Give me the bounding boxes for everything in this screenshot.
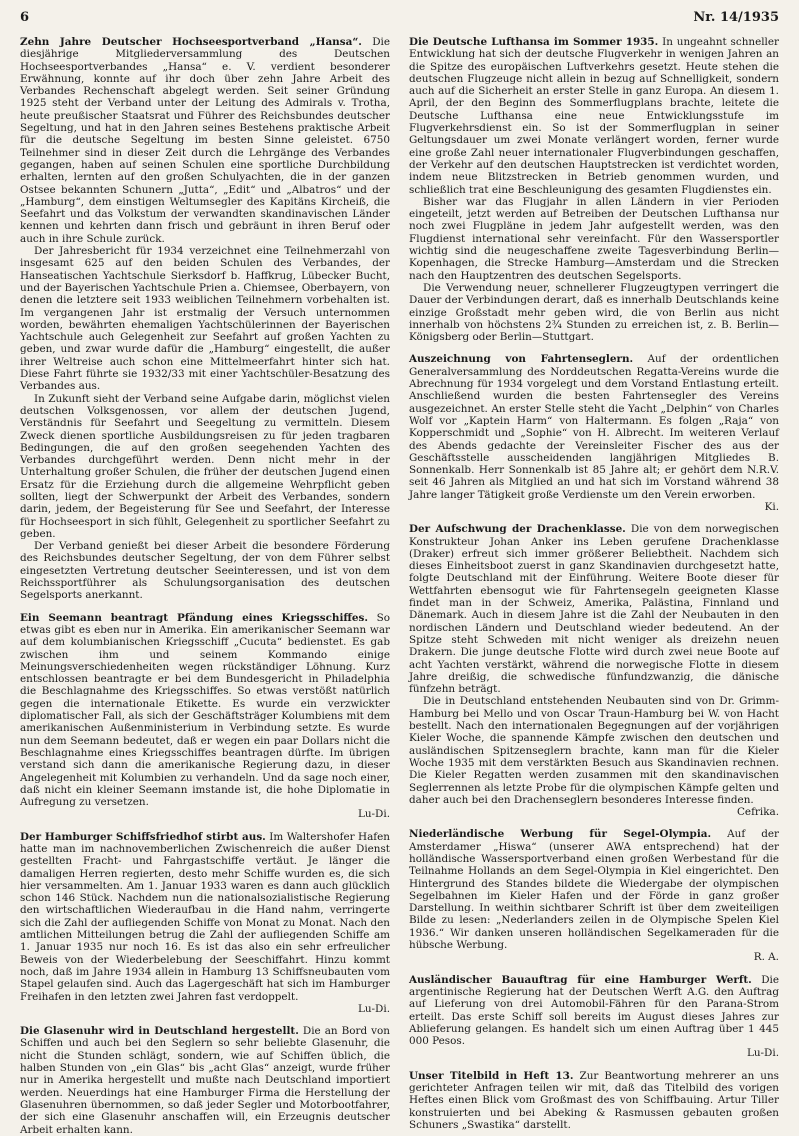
article-paragraph xyxy=(409,36,779,196)
article-title: Unser Titelbild in Heft 13. xyxy=(409,1069,574,1082)
article xyxy=(20,1025,390,1136)
paragraph-text: In Zukunft sieht der Verband seine Aufgabe darin, möglichst vielen deutschen Volksgenossen, vor allem der deutschen Jugend, Verständnis für Seefahrt und Seegeltung zu vermitteln. Diesem Zweck dienen sportliche Ausbildungsreisen zu für jeden tragbaren Bedingungen, die auf den großen seegehenden Yachten des Verbandes durchgeführt werden. Denn nicht mehr in der Unterhaltung großer Schulen, die früher der deutschen Jugend einen Ersatz für die Erziehung durch die allgemeine Wehrpflicht geben sollten, liegt der Schwerpunkt der Arbeit des Verbandes, sondern darin, jedem, der Begeisterung für See und Seefahrt, der Interesse für Hochseesport in sich fühlt, Gelegenheit zu sportlicher Seefahrt zu geben. xyxy=(20,392,390,540)
article xyxy=(20,36,390,602)
paragraph-text: Die argentinische Regierung hat der Deutschen Werft A.G. den Auftrag auf Lieferung von drei Automobil-Fähren für den Parana-Strom erteilt. Das erste Schiff soll bereits im August dieses Jahres zur Ablieferung gelangen. Es handelt sich um einen Auftrag über 1 445 000 Pesos. xyxy=(409,973,779,1048)
article-signature: R. A. xyxy=(753,951,779,964)
article-paragraph xyxy=(20,36,390,245)
article-paragraph xyxy=(409,523,779,695)
article-signature: Lu-Di. xyxy=(746,1047,779,1060)
paragraph-text: Die an Bord von Schiffen und auch bei den Seglern so sehr beliebte Glasenuhr, die nicht die Stunden schlägt, sondern, wie auf Schiffen üblich, die halben Stunden von „ein Glas“ bis „acht Glas“ anzeigt, wurde früher nur in Amerika hergestellt und mußte nach Deutschland importiert werden. Neuerdings hat eine Hamburger Firma die Herstellung der Glasenuhren übernommen, so daß jeder Segler und Motorbootfahrer, der sich eine Glasenuhr anschaffen will, ein Erzeugnis deutscher Arbeit erhalten kann. xyxy=(20,1025,390,1136)
article-paragraph xyxy=(409,353,779,501)
article-title: Ausländischer Bauauftrag für eine Hamburger Werft. xyxy=(409,973,752,986)
article-title: Niederländische Werbung für Segel-Olympia. xyxy=(409,828,712,841)
paragraph-text: Die von dem norwegischen Konstrukteur Johan Anker ins Leben gerufene Drachenklasse (Draker) erfreut sich immer größerer Beliebtheit. Nachdem sich dieses Einheitsboot zuerst in ganz Skandinavien durchgesetzt hatte, folgte Deutschland mit der Einführung. Weitere Boote dieser für Wettfahrten ebensogut wie für Fahrtensegeln geeigneten Klasse findet man in der Schweiz, Amerika, Palästina, Finnland und Dänemark. Auch in diesem Jahre ist die Zahl der Neubauten in den nordischen Ländern und Deutschland wieder bedeutend. An der Spitze steht Schweden mit nicht weniger als dreizehn neuen Drakern. Die junge deutsche Flotte wird durch zwei neue Boote auf acht Yachten verstärkt, während die norwegische Flotte in diesem Jahre dreißig, die schwedische fünfundzwanzig, die dänische fünfzehn beträgt. xyxy=(409,523,779,696)
article xyxy=(409,353,779,513)
page-number: 6 xyxy=(20,10,30,25)
article-paragraph xyxy=(20,540,390,601)
article-paragraph xyxy=(409,828,779,951)
paragraph-text: Die diesjährige Mitgliederversammlung des Deutschen Hochseesportverbandes „Hansa“ e. V. verdient besonderer Erwähnung, konnte auf ihr doch über zehn Jahre Arbeit des Verbandes Rechenschaft abgelegt werden. Seit seiner Gründung 1925 steht der Verband unter der Leitung des Admirals v. Trotha, heute preußischer Staatsrat und Führer des Reichsbundes deutscher Segeltung, und hat in den Jahren seines Bestehens praktische Arbeit für die deutsche Segeltung im besten Sinne geleistet. 6750 Teilnehmer sind in dieser Zeit durch die Lehrgänge des Verbandes gegangen, haben auf seinen Schulen eine sportliche Durchbildung erhalten, lernten auf den großen Schulyachten, die in der ganzen Ostsee bekannten Schunern „Jutta“, „Edit“ und „Albatros“ und der „Hamburg“, dem einstigen Weltumsegler des Kapitäns Kircheiß, die Seefahrt und das Volkstum der verwandten skandinavischen Länder kennen und kehrten dann frisch und gebräunt in ihren Beruf oder auch in ihre Schule zurück. xyxy=(20,36,390,245)
issue-number: Nr. 14/1935 xyxy=(693,10,779,25)
paragraph-text: So etwas gibt es eben nur in Amerika. Ein amerikanischer Seemann war auf dem kolumbianischen Kriegsschiff „Cucuta“ bedienstet. Es gab zwischen ihm und seinem Kommando einige Meinungsverschiedenheiten wegen rückständiger Löhnung. Kurz entschlossen beantragte er bei dem Bundesgericht in Philadelphia die Beschlagnahme des Kriegsschiffes. So etwas verstößt natürlich gegen die internationale Etikette. Es wurde ein verzwickter diplomatischer Fall, als sich der Geschäftsträger Kolumbiens mit dem amerikanischen Außenministerium in Verbindung setzte. Es wurde nun dem Seemann bedeutet, daß er wegen ein paar Dollars nicht die Beschlagnahme eines Kriegsschiffes beantragen dürfte. Im übrigen verstand sich dann die amerikanische Regierung dazu, in dieser Angelegenheit mit Kolumbien zu verhandeln. Und da sage noch einer, daß nicht ein kleiner Seemann imstande ist, die hohe Diplomatie in Aufregung zu versetzen. xyxy=(20,611,390,809)
paragraph-text: Bisher war das Flugjahr in allen Ländern in vier Perioden eingeteilt, jetzt werden auf Betreiben der Deutschen Lufthansa nur noch zwei Flugpläne in jedem Jahr aufgestellt werden, was den Flugdienst international sehr vereinfacht. Für den Wassersportler wichtig sind die neugeschaffene zweite Tagesverbindung Berlin—Kopenhagen, die Strecke Hamburg—Amsterdam und die Strecken nach den Hauptzentren des deutschen Segelsports. xyxy=(409,195,779,282)
paragraph-text: Der Jahresbericht für 1934 verzeichnet eine Teilnehmerzahl von insgesamt 625 auf den beiden Schulen des Verbandes, der Hanseatischen Yachtschule Sierksdorf b. Haffkrug, Lübecker Bucht, und der Bayerischen Yachtschule Prien a. Chiemsee, Oberbayern, von denen die letztere seit 1933 weiblichen Teilnehmern vorbehalten ist. Im vergangenen Jahr ist erstmalig der Versuch unternommen worden, bewährten ehemaligen Yachtschülerinnen der Bayerischen Yachtschule auch Gelegenheit zur Seefahrt auf großen Yachten zu geben, und zwar wurde dafür die „Hamburg“ eingestellt, die außer ihrer Weltreise auch schon eine Mittelmeerfahrt hinter sich hat. Diese Fahrt führte sie 1932/33 mit einer Yachtschüler-Besatzung des Verbandes aus. xyxy=(20,245,390,393)
article-signature: Cefrika. xyxy=(736,806,779,819)
article xyxy=(409,36,779,343)
paragraph-text: Zur Beantwortung mehrerer an uns gerichteter Anfragen teilen wir mit, daß das Titelbild des vorigen Heftes einen Blick vom Großmast des von Schiffbauing. Artur Tiller konstruierten und bei Abeking & Rasmussen gebauten großen Schuners „Swastika“ darstellt. xyxy=(409,1069,779,1131)
article-title: Die Glasenuhr wird in Deutschland hergestellt. xyxy=(20,1025,299,1038)
article-title: Ein Seemann beantragt Pfändung eines Kriegsschiffes. xyxy=(20,611,369,624)
article-signature: Ki. xyxy=(764,500,779,513)
article-title: Die Deutsche Lufthansa im Sommer 1935. xyxy=(409,36,659,48)
paragraph-text: Im Waltershofer Hafen hatte man im nachnovemberlichen Zwischenreich die außer Dienst gestellten Fracht- und Fahrgastschiffe vertäut. Je länger die damaligen Herren regierten, desto mehr Schiffe wurden es, die sich hier versammelten. Am 1. Januar 1933 waren es dann auch glücklich schon 146 Stück. Nachdem nun die nationalsozialistische Regierung den wirtschaftlichen Wiederaufbau in die Hand nahm, verringerte sich die Zahl der aufliegenden Schiffe von Monat zu Monat. Nach den amtlichen Mitteilungen betrug die Zahl der aufliegenden Schiffe am 1. Januar 1935 nur noch 16. Es ist das also ein sehr erfreulicher Beweis von der Wiederbelebung der Seeschiffahrt. Hinzu kommt noch, daß im Jahre 1934 allein in Hamburg 13 Schiffsneubauten vom Stapel gelaufen sind. Auch das Lagergeschäft hat sich im Hamburger Freihafen in den letzten zwei Jahren fast verdoppelt. xyxy=(20,830,390,1003)
article-paragraph xyxy=(409,974,779,1048)
article xyxy=(409,523,779,818)
article-title: Zehn Jahre Deutscher Hochseesportverband „Hansa“. xyxy=(20,36,362,48)
article-paragraph xyxy=(20,831,390,1003)
article-paragraph xyxy=(20,245,390,393)
left-column xyxy=(20,36,390,1136)
article-title: Der Aufschwung der Drachenklasse. xyxy=(409,523,626,536)
article xyxy=(409,1070,779,1131)
article-title: Der Hamburger Schiffsfriedhof stirbt aus. xyxy=(20,830,266,843)
paragraph-text: Auf der ordentlichen Generalversammlung des Norddeutschen Regatta-Vereins wurde die Abrechnung für 1934 vorgelegt und dem Vorstand Entlastung erteilt. Anschließend wurden die besten Fahrtensegler des Vereins ausgezeichnet. An erster Stelle steht die Yacht „Delphin“ von Charles Wolf vor „Kaptein Harm“ von Haltermann. Es folgen „Raja“ von Kopperschmidt und „Sophie“ von H. Albrecht. Im weiteren Verlauf des Abends gedachte der Vereinsleiter Fischer des aus der Geschäftsstelle ausscheidenden langjährigen Mitgliedes B. Sonnenkalb. Herr Sonnenkalb ist 85 Jahre alt; er gehört dem N.R.V. seit 46 Jahren als Mitglied an und hat sich im Vorstand während 38 Jahre langer Tätigkeit große Verdienste um den Verein erworben. xyxy=(409,353,779,501)
article-paragraph xyxy=(20,612,390,809)
paragraph-text: Auf der Amsterdamer „Hiswa“ (unserer AWA entsprechend) hat der holländische Wassersportverband einen großen Werbestand für die Teilnahme Hollands an dem Segel-Olympia in Kiel eingerichtet. Den Hintergrund des Standes bildete die Wiedergabe der olympischen Segelbahnen im Kieler Hafen und der Förde in ganz großer Darstellung. In weithin sichtbarer Schrift ist über dem zweiteiligen Bilde zu lesen: „Nederlanders zeilen in de Olympische Spelen Kiel 1936.“ Wir danken unseren holländischen Segelkameraden für die hübsche Werbung. xyxy=(409,828,779,952)
article-title: Auszeichnung von Fahrtenseglern. xyxy=(409,353,634,366)
right-column xyxy=(409,36,779,1131)
paragraph-text: Der Verband genießt bei dieser Arbeit die besondere Förderung des Reichsbundes deutscher Segeltung, der von dem Führer selbst eingesetzten Vertretung deutscher Seeinteressen, und ist von dem Reichssportführer als Schulungsorganisation des deutschen Segelsports anerkannt. xyxy=(20,540,390,602)
paragraph-text: Die in Deutschland entstehenden Neubauten sind von Dr. Grimm-Hamburg bei Mello und von Oscar Traun-Hamburg bei W. von Hacht bestellt. Nach den internationalen Begegnungen auf der vorjährigen Kieler Woche, die spannende Kämpfe zwischen den deutschen und ausländischen Spitzenseglern brachte, kann man für die Kieler Woche 1935 mit dem verstärkten Besuch aus Skandinavien rechnen. Die Kieler Regatten werden zusammen mit den skandinavischen Seglerrennen als letzte Probe für die olympischen Kämpfe gelten und daher auch bei den Drachenseglern besonderes Interesse finden. xyxy=(409,695,779,806)
article xyxy=(409,974,779,1060)
article-signature: Lu-Di. xyxy=(357,1002,390,1015)
article xyxy=(409,828,779,963)
article-paragraph xyxy=(409,196,779,282)
article-signature: Lu-Di. xyxy=(357,808,390,821)
article-paragraph xyxy=(409,695,779,806)
article-paragraph xyxy=(409,1070,779,1131)
paragraph-text: In ungeahnt schneller Entwicklung hat sich der deutsche Flugverkehr in wenigen Jahren an die Spitze des europäischen Luftverkehrs gesetzt. Heute stehen die deutschen Flugzeuge nicht allein in bezug auf Schnelligkeit, sondern auch auf die Sicherheit an erster Stelle in ganz Europa. An diesem 1. April, der den Beginn des Sommerflugplans brachte, leitete die Deutsche Lufthansa eine neue Entwicklungsstufe im Flugverkehrsdienst ein. So ist der Sommerflugplan in seiner Geltungsdauer um zwei Monate verlängert worden, ferner wurde eine große Zahl neuer internationaler Flugverbindungen geschaffen, der Verkehr auf den deutschen Hauptstrecken ist verdichtet worden, indem neue Blitzstrecken in Betrieb genommen wurden, und schließlich trat eine Beschleunigung des gesamten Flugdienstes ein. xyxy=(409,36,779,196)
article xyxy=(20,831,390,1015)
article-paragraph xyxy=(20,1025,390,1136)
paragraph-text: Die Verwendung neuer, schnellerer Flugzeugtypen verringert die Dauer der Verbindungen derart, daß es innerhalb Deutschlands keine einzige Großstadt mehr geben wird, die von Berlin aus nicht innerhalb von höchstens 2¾ Stunden zu erreichen ist, z. B. Berlin—Königsberg oder Berlin—Stuttgart. xyxy=(409,281,779,344)
article-paragraph xyxy=(409,282,779,343)
article-paragraph xyxy=(20,393,390,541)
article xyxy=(20,612,390,821)
